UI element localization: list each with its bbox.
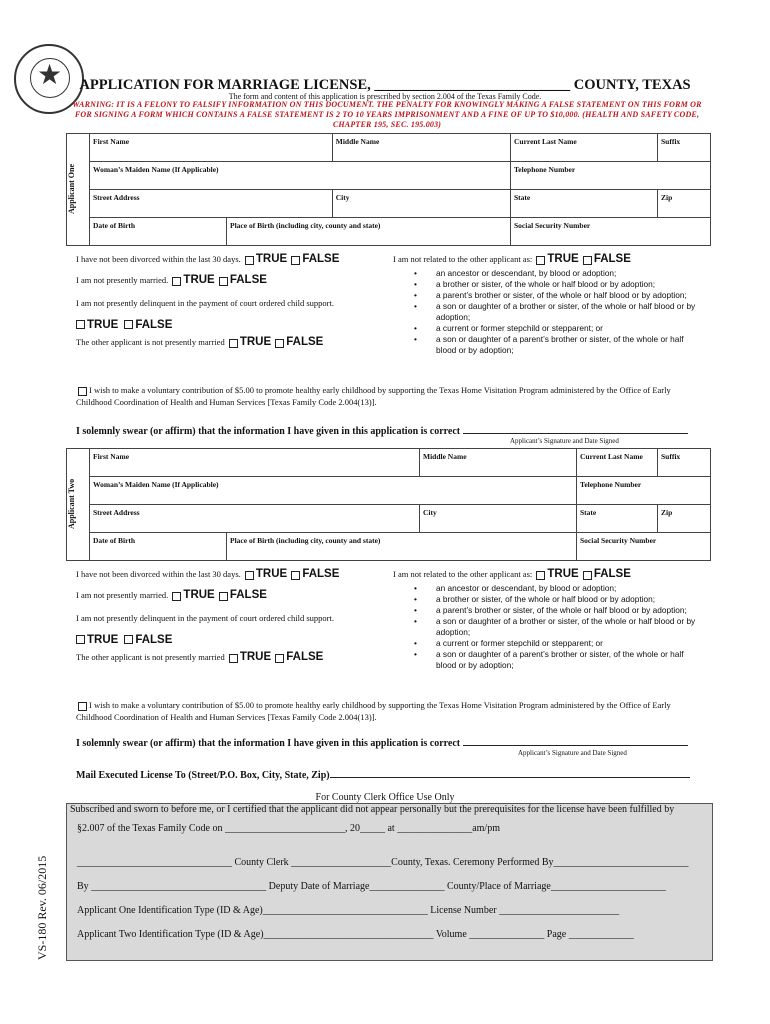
signature-caption: Applicant’s Signature and Date Signed xyxy=(510,437,619,445)
city-field[interactable]: City xyxy=(420,505,577,533)
oath-text: I solemnly swear (or affirm) that the information I have given in this application is correct xyxy=(76,426,461,437)
list-item: • an ancestor or descendant, by blood or adoption; xyxy=(414,583,699,594)
applicant-two-section xyxy=(66,448,711,561)
false-label: FALSE xyxy=(286,651,324,663)
true-label: TRUE xyxy=(183,274,215,286)
suffix-field[interactable]: Suffix xyxy=(658,449,711,477)
street-field[interactable]: Street Address xyxy=(90,190,333,218)
clerk-title: For County Clerk Office Use Only xyxy=(315,792,455,803)
true-checkbox[interactable] xyxy=(76,635,85,644)
applicant-two-table xyxy=(66,448,711,561)
false-checkbox[interactable] xyxy=(219,592,228,601)
false-label: FALSE xyxy=(229,274,267,286)
oath-text: I solemnly swear (or affirm) that the information I have given in this application is correct xyxy=(76,738,461,749)
star-icon: ★ xyxy=(37,60,63,91)
statement-divorced xyxy=(76,253,339,265)
list-item: • a son or daughter of a brother or sister, of the whole or half blood or by adoption; xyxy=(414,301,699,323)
statement-other-married xyxy=(76,651,323,663)
form-title: APPLICATION FOR MARRIAGE LICENSE, ___________________________ COUNTY, TEXAS xyxy=(79,77,691,93)
divorced-text: I have not been divorced within the last 30 days. xyxy=(76,569,241,579)
first-name-field[interactable]: First Name xyxy=(90,449,420,477)
clerk-line-5[interactable]: Applicant One Identification Type (ID & Age)_________________________________ License Number ________________________ xyxy=(77,905,620,916)
other-married-text: The other applicant is not presently married xyxy=(76,337,225,347)
signature-caption: Applicant’s Signature and Date Signed xyxy=(518,749,627,757)
signature-line[interactable] xyxy=(463,433,688,434)
false-label: FALSE xyxy=(302,253,340,265)
zip-field[interactable]: Zip xyxy=(658,505,711,533)
last-name-field[interactable]: Current Last Name xyxy=(510,134,657,162)
list-item: • a son or daughter of a parent’s brother or sister, of the whole or half blood or by adoption; xyxy=(414,649,699,671)
signature-line[interactable] xyxy=(463,745,688,746)
middle-name-field[interactable]: Middle Name xyxy=(420,449,577,477)
true-checkbox[interactable] xyxy=(229,339,238,348)
related-text: I am not related to the other applicant as: xyxy=(393,254,533,264)
false-checkbox[interactable] xyxy=(583,571,592,580)
street-field[interactable]: Street Address xyxy=(90,505,420,533)
false-label: FALSE xyxy=(135,634,173,646)
telephone-field[interactable]: Telephone Number xyxy=(577,477,711,505)
true-label: TRUE xyxy=(255,568,288,580)
statement-related xyxy=(393,568,631,580)
false-label: FALSE xyxy=(286,336,324,348)
false-checkbox[interactable] xyxy=(124,320,133,329)
list-item: • a brother or sister, of the whole or half blood or by adoption; xyxy=(414,594,699,605)
pob-field[interactable]: Place of Birth (including city, county and state) xyxy=(227,533,577,561)
zip-field[interactable]: Zip xyxy=(657,190,710,218)
felony-warning: WARNING: IT IS A FELONY TO FALSIFY INFORMATION ON THIS DOCUMENT. THE PENALTY FOR KNOWINGLY MAKING A FALSE STATEMENT ON THIS FORM OR FOR SIGNING A FORM WHICH CONTAINS A FALSE STATEMENT IS 2 TO 10 YEARS IMPRISONMENT AND A FINE OF UP TO $10,000. (HEALTH AND SAFETY CODE, CHAPTER 195, SEC. 195.003) xyxy=(72,100,702,129)
true-checkbox[interactable] xyxy=(76,320,85,329)
contribution-two xyxy=(76,699,706,723)
list-item: • a brother or sister, of the whole or half blood or by adoption; xyxy=(414,279,699,290)
ssn-field[interactable]: Social Security Number xyxy=(510,218,710,246)
married-text: I am not presently married. xyxy=(76,590,169,600)
pob-field[interactable]: Place of Birth (including city, county and state) xyxy=(227,218,511,246)
true-label: TRUE xyxy=(183,589,215,601)
city-field[interactable]: City xyxy=(332,190,510,218)
oath-one xyxy=(76,426,688,437)
true-label: TRUE xyxy=(87,319,119,331)
applicant-one-table xyxy=(66,133,711,246)
true-label: TRUE xyxy=(239,651,272,663)
true-checkbox[interactable] xyxy=(172,592,181,601)
true-checkbox[interactable] xyxy=(536,256,545,265)
telephone-field[interactable]: Telephone Number xyxy=(510,162,710,190)
list-item: • a son or daughter of a parent’s brother or sister, of the whole or half blood or by adoption; xyxy=(414,334,699,356)
applicant-one-label: Applicant One xyxy=(67,164,76,215)
true-label: TRUE xyxy=(87,634,119,646)
maiden-name-field[interactable]: Woman’s Maiden Name (If Applicable) xyxy=(90,162,511,190)
clerk-line-1: Subscribed and sworn to before me, or I certified that the applicant did not appear personally but the prerequisites for the license have been fulfilled by xyxy=(70,804,675,815)
clerk-box xyxy=(66,803,713,961)
state-field[interactable]: State xyxy=(510,190,657,218)
statement-divorced xyxy=(76,568,339,580)
mail-address-line[interactable] xyxy=(330,777,690,778)
false-label: FALSE xyxy=(229,589,267,601)
middle-name-field[interactable]: Middle Name xyxy=(332,134,510,162)
divorced-text: I have not been divorced within the last 30 days. xyxy=(76,254,241,264)
first-name-field[interactable]: First Name xyxy=(90,134,333,162)
contribution-text: I wish to make a voluntary contribution of $5.00 to promote healthy early childhood by supporting the Texas Home Visitation Program administered by the Office of Early Childhood Coordination of Health and Human Services [Texas Family Code 2.004(13)]. xyxy=(76,700,671,722)
true-label: TRUE xyxy=(239,336,272,348)
list-item: • a parent’s brother or sister, of the whole or half blood or by adoption; xyxy=(414,605,699,616)
true-label: TRUE xyxy=(255,253,288,265)
true-checkbox[interactable] xyxy=(536,571,545,580)
ssn-field[interactable]: Social Security Number xyxy=(577,533,711,561)
applicant-one-section xyxy=(66,133,711,246)
list-item: • an ancestor or descendant, by blood or adoption; xyxy=(414,268,699,279)
oath-two xyxy=(76,738,688,749)
list-item: • a current or former stepchild or stepparent; or xyxy=(414,323,699,334)
relations-list-1 xyxy=(414,268,699,356)
maiden-name-field[interactable]: Woman’s Maiden Name (If Applicable) xyxy=(90,477,577,505)
false-checkbox[interactable] xyxy=(219,277,228,286)
false-checkbox[interactable] xyxy=(275,339,284,348)
statement-other-married xyxy=(76,336,323,348)
mail-label: Mail Executed License To (Street/P.O. Box, City, State, Zip) xyxy=(76,770,330,781)
statement-delinquent: I am not presently delinquent in the payment of court ordered child support. xyxy=(76,298,335,308)
applicant-two-label: Applicant Two xyxy=(67,478,76,530)
last-name-field[interactable]: Current Last Name xyxy=(577,449,658,477)
false-checkbox[interactable] xyxy=(275,654,284,663)
contribution-one xyxy=(76,384,706,408)
related-text: I am not related to the other applicant as: xyxy=(393,569,533,579)
true-checkbox[interactable] xyxy=(245,571,254,580)
list-item: • a son or daughter of a brother or sister, of the whole or half blood or by adoption; xyxy=(414,616,699,638)
clerk-line-2[interactable]: §2.007 of the Texas Family Code on ________________________, 20_____ at _______________am/pm xyxy=(77,823,500,834)
clerk-line-6[interactable]: Applicant Two Identification Type (ID & Age)__________________________________ Volume _______________ Page _____________ xyxy=(77,929,634,940)
true-checkbox[interactable] xyxy=(245,256,254,265)
relations-list-2 xyxy=(414,583,699,671)
true-label: TRUE xyxy=(547,253,579,265)
false-label: FALSE xyxy=(593,568,631,580)
form-code: VS-180 Rev. 06/2015 xyxy=(35,855,49,960)
delinquent-choice xyxy=(74,630,172,648)
dob-field[interactable]: Date of Birth xyxy=(90,533,227,561)
false-label: FALSE xyxy=(302,568,340,580)
list-item: • a parent’s brother or sister, of the whole or half blood or by adoption; xyxy=(414,290,699,301)
clerk-line-4[interactable]: By ___________________________________ Deputy Date of Marriage_______________ County/Place of Marriage_______________________ xyxy=(77,881,666,892)
statement-married xyxy=(76,589,267,601)
statement-married xyxy=(76,274,267,286)
state-field[interactable]: State xyxy=(577,505,658,533)
contribution-checkbox[interactable] xyxy=(78,387,87,396)
true-label: TRUE xyxy=(547,568,579,580)
false-label: FALSE xyxy=(593,253,631,265)
contribution-checkbox[interactable] xyxy=(78,702,87,711)
true-checkbox[interactable] xyxy=(229,654,238,663)
contribution-text: I wish to make a voluntary contribution of $5.00 to promote healthy early childhood by supporting the Texas Home Visitation Program administered by the Office of Early Childhood Coordination of Health and Human Services [Texas Family Code 2.004(13)]. xyxy=(76,385,671,407)
statement-related xyxy=(393,253,631,265)
dob-field[interactable]: Date of Birth xyxy=(90,218,227,246)
form-subtitle: The form and content of this application is prescribed by section 2.004 of the Texas Family Code. xyxy=(228,92,542,101)
suffix-field[interactable]: Suffix xyxy=(658,134,711,162)
false-checkbox[interactable] xyxy=(124,635,133,644)
false-label: FALSE xyxy=(135,319,173,331)
true-checkbox[interactable] xyxy=(172,277,181,286)
false-checkbox[interactable] xyxy=(291,256,300,265)
statement-delinquent: I am not presently delinquent in the payment of court ordered child support. xyxy=(76,613,335,623)
married-text: I am not presently married. xyxy=(76,275,169,285)
false-checkbox[interactable] xyxy=(291,571,300,580)
delinquent-choice xyxy=(74,315,172,333)
mail-license xyxy=(76,770,690,781)
list-item: • a current or former stepchild or stepparent; or xyxy=(414,638,699,649)
clerk-line-3[interactable]: _______________________________ County Clerk ____________________County, Texas. Ceremony Performed By___________________________ xyxy=(77,857,689,868)
false-checkbox[interactable] xyxy=(583,256,592,265)
other-married-text: The other applicant is not presently married xyxy=(76,652,225,662)
